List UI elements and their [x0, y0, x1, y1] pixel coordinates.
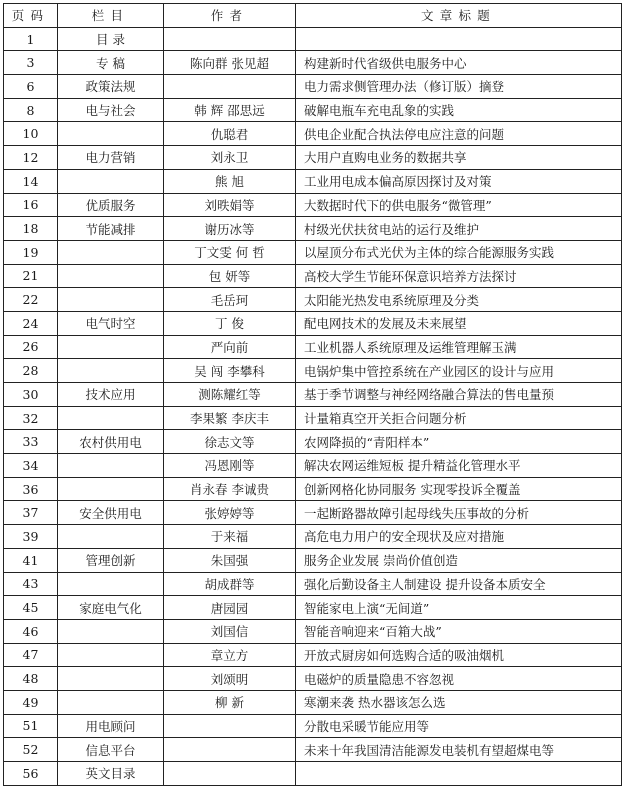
row-page-number: 46	[4, 619, 58, 643]
row-author	[164, 27, 296, 51]
table-row	[4, 714, 622, 738]
row-author: 严向前	[164, 335, 296, 359]
row-article-title: 解决农网运维短板 提升精益化管理水平	[296, 454, 622, 478]
row-author: 胡成群等	[164, 572, 296, 596]
table-row	[4, 264, 622, 288]
row-page-number: 24	[4, 311, 58, 335]
row-page-number: 3	[4, 51, 58, 75]
row-author: 熊 旭	[164, 169, 296, 193]
row-article-title: 高校大学生节能环保意识培养方法探讨	[296, 264, 622, 288]
row-author: 刘永卫	[164, 146, 296, 170]
row-column-name: 节能减排	[58, 217, 164, 241]
row-article-title: 构建新时代省级供电服务中心	[296, 51, 622, 75]
row-page-number: 37	[4, 501, 58, 525]
table-row	[4, 146, 622, 170]
row-page-number: 56	[4, 762, 58, 786]
row-author: 陈向群 张见超	[164, 51, 296, 75]
row-page-number: 21	[4, 264, 58, 288]
table-row	[4, 572, 622, 596]
row-page-number: 10	[4, 122, 58, 146]
row-author: 朱国强	[164, 548, 296, 572]
table-row	[4, 548, 622, 572]
row-column-name: 家庭电气化	[58, 596, 164, 620]
row-article-title: 强化后勤设备主人制建设 提升设备本质安全	[296, 572, 622, 596]
row-page-number: 26	[4, 335, 58, 359]
row-page-number: 30	[4, 383, 58, 407]
table-row	[4, 27, 622, 51]
row-author: 韩 辉 邵思远	[164, 98, 296, 122]
row-article-title: 智能音响迎来“百箱大战”	[296, 619, 622, 643]
row-page-number: 34	[4, 454, 58, 478]
table-row	[4, 501, 622, 525]
row-page-number: 52	[4, 738, 58, 762]
table-row	[4, 738, 622, 762]
row-author: 刘国信	[164, 619, 296, 643]
row-article-title: 破解电瓶车充电乱象的实践	[296, 98, 622, 122]
row-author	[164, 762, 296, 786]
toc-body	[4, 27, 622, 785]
row-article-title: 电力需求侧管理办法（修订版）摘登	[296, 75, 622, 99]
row-article-title	[296, 27, 622, 51]
header-page: 页码	[4, 4, 58, 28]
row-article-title: 一起断路器故障引起母线失压事故的分析	[296, 501, 622, 525]
row-article-title: 大数据时代下的供电服务“微管理”	[296, 193, 622, 217]
row-column-name: 政策法规	[58, 75, 164, 99]
table-row	[4, 359, 622, 383]
row-column-name: 电气时空	[58, 311, 164, 335]
row-author	[164, 714, 296, 738]
row-page-number: 45	[4, 596, 58, 620]
row-page-number: 48	[4, 667, 58, 691]
row-author: 章立方	[164, 643, 296, 667]
row-column-name: 专 稿	[58, 51, 164, 75]
row-article-title: 大用户直购电业务的数据共享	[296, 146, 622, 170]
row-page-number: 51	[4, 714, 58, 738]
row-author: 丁文雯 何 哲	[164, 240, 296, 264]
table-row	[4, 596, 622, 620]
row-page-number: 6	[4, 75, 58, 99]
row-article-title: 配电网技术的发展及未来展望	[296, 311, 622, 335]
row-article-title: 太阳能光热发电系统原理及分类	[296, 288, 622, 312]
row-column-name	[58, 643, 164, 667]
row-column-name	[58, 477, 164, 501]
row-column-name: 目 录	[58, 27, 164, 51]
table-row	[4, 240, 622, 264]
table-row	[4, 193, 622, 217]
row-column-name	[58, 525, 164, 549]
row-page-number: 18	[4, 217, 58, 241]
row-column-name: 用电顾问	[58, 714, 164, 738]
row-author: 毛岳珂	[164, 288, 296, 312]
row-page-number: 22	[4, 288, 58, 312]
header-title: 文章标题	[296, 4, 622, 28]
header-author: 作者	[164, 4, 296, 28]
row-column-name: 优质服务	[58, 193, 164, 217]
row-column-name: 农村供用电	[58, 430, 164, 454]
table-row	[4, 98, 622, 122]
row-column-name	[58, 264, 164, 288]
row-page-number: 14	[4, 169, 58, 193]
row-page-number: 1	[4, 27, 58, 51]
row-column-name	[58, 240, 164, 264]
table-row	[4, 51, 622, 75]
header-row	[4, 4, 622, 28]
table-row	[4, 643, 622, 667]
table-row	[4, 75, 622, 99]
row-article-title: 未来十年我国清洁能源发电装机有望超煤电等	[296, 738, 622, 762]
table-row	[4, 311, 622, 335]
table-row	[4, 667, 622, 691]
row-author: 谢历冰等	[164, 217, 296, 241]
row-article-title: 电锅炉集中管控系统在产业园区的设计与应用	[296, 359, 622, 383]
table-row	[4, 430, 622, 454]
row-column-name: 电与社会	[58, 98, 164, 122]
row-article-title: 寒潮来袭 热水器该怎么选	[296, 690, 622, 714]
row-page-number: 16	[4, 193, 58, 217]
table-row	[4, 217, 622, 241]
table-row	[4, 525, 622, 549]
table-row	[4, 762, 622, 786]
row-author	[164, 738, 296, 762]
row-author: 李果繁 李庆丰	[164, 406, 296, 430]
row-column-name	[58, 406, 164, 430]
row-column-name: 信息平台	[58, 738, 164, 762]
row-article-title	[296, 762, 622, 786]
row-author: 刘颂明	[164, 667, 296, 691]
row-column-name: 管理创新	[58, 548, 164, 572]
row-page-number: 43	[4, 572, 58, 596]
row-author: 徐志文等	[164, 430, 296, 454]
row-article-title: 电磁炉的质量隐患不容忽视	[296, 667, 622, 691]
table-row	[4, 383, 622, 407]
header-column: 栏目	[58, 4, 164, 28]
table-row	[4, 619, 622, 643]
row-column-name	[58, 572, 164, 596]
row-column-name	[58, 122, 164, 146]
row-column-name	[58, 667, 164, 691]
row-author: 丁 俊	[164, 311, 296, 335]
row-author: 仇聪君	[164, 122, 296, 146]
row-author: 冯恩刚等	[164, 454, 296, 478]
row-author: 张婷婷等	[164, 501, 296, 525]
row-page-number: 12	[4, 146, 58, 170]
row-page-number: 41	[4, 548, 58, 572]
row-author: 柳 新	[164, 690, 296, 714]
row-column-name: 电力营销	[58, 146, 164, 170]
row-column-name	[58, 288, 164, 312]
row-column-name	[58, 359, 164, 383]
row-column-name	[58, 619, 164, 643]
row-article-title: 以屋顶分布式光伏为主体的综合能源服务实践	[296, 240, 622, 264]
row-article-title: 开放式厨房如何选购合适的吸油烟机	[296, 643, 622, 667]
row-column-name: 技术应用	[58, 383, 164, 407]
row-article-title: 基于季节调整与神经网络融合算法的售电量预	[296, 383, 622, 407]
row-page-number: 28	[4, 359, 58, 383]
row-page-number: 39	[4, 525, 58, 549]
table-row	[4, 335, 622, 359]
table-of-contents	[3, 3, 622, 786]
row-article-title: 服务企业发展 崇尚价值创造	[296, 548, 622, 572]
row-article-title: 农网降损的“青阳样本”	[296, 430, 622, 454]
row-column-name: 安全供用电	[58, 501, 164, 525]
row-author: 吴 闯 李攀科	[164, 359, 296, 383]
row-article-title: 智能家电上演“无间道”	[296, 596, 622, 620]
row-author: 肖永春 李诚贵	[164, 477, 296, 501]
row-column-name: 英文目录	[58, 762, 164, 786]
row-column-name	[58, 690, 164, 714]
row-author: 唐园园	[164, 596, 296, 620]
row-author: 测陈耀红等	[164, 383, 296, 407]
row-author: 于来福	[164, 525, 296, 549]
table-row	[4, 454, 622, 478]
row-article-title: 工业机器人系统原理及运维管理解玉满	[296, 335, 622, 359]
row-author	[164, 75, 296, 99]
row-article-title: 计量箱真空开关拒合问题分析	[296, 406, 622, 430]
row-article-title: 高危电力用户的安全现状及应对措施	[296, 525, 622, 549]
table-row	[4, 169, 622, 193]
table-row	[4, 288, 622, 312]
table-row	[4, 690, 622, 714]
row-page-number: 33	[4, 430, 58, 454]
row-article-title: 创新网格化协同服务 实现零投诉全覆盖	[296, 477, 622, 501]
row-page-number: 36	[4, 477, 58, 501]
table-row	[4, 122, 622, 146]
row-page-number: 19	[4, 240, 58, 264]
row-author: 刘昳娟等	[164, 193, 296, 217]
row-article-title: 供电企业配合执法停电应注意的问题	[296, 122, 622, 146]
row-column-name	[58, 169, 164, 193]
row-column-name	[58, 454, 164, 478]
row-page-number: 49	[4, 690, 58, 714]
row-article-title: 村级光伏扶贫电站的运行及维护	[296, 217, 622, 241]
row-article-title: 分散电采暖节能应用等	[296, 714, 622, 738]
table-row	[4, 406, 622, 430]
row-page-number: 32	[4, 406, 58, 430]
row-page-number: 8	[4, 98, 58, 122]
row-page-number: 47	[4, 643, 58, 667]
row-author: 包 妍等	[164, 264, 296, 288]
row-article-title: 工业用电成本偏高原因探讨及对策	[296, 169, 622, 193]
table-row	[4, 477, 622, 501]
row-column-name	[58, 335, 164, 359]
